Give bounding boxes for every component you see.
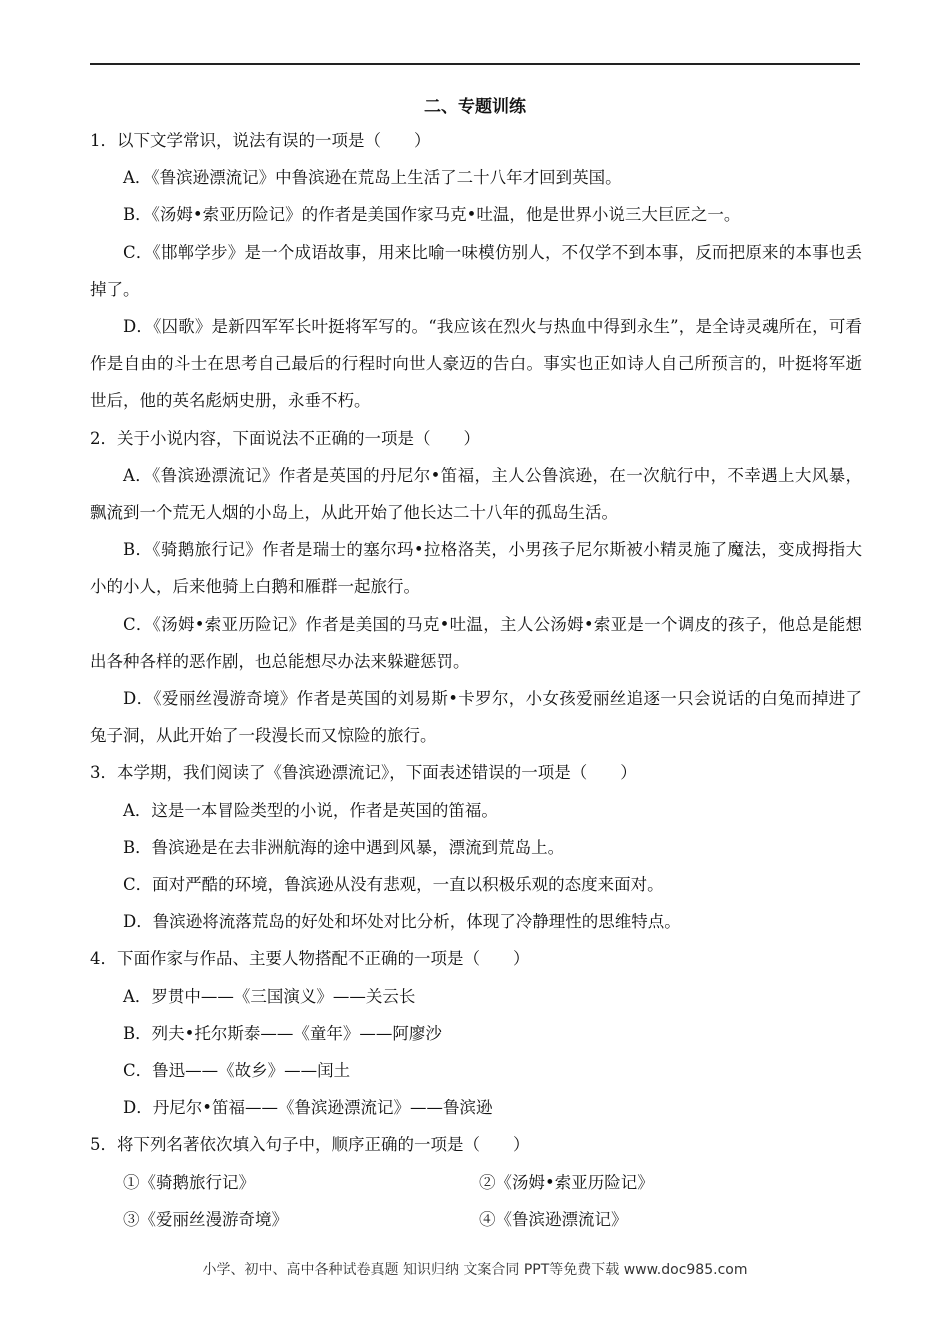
work-item: ②《汤姆•索亚历险记》 <box>479 1172 654 1192</box>
header-rule <box>90 63 860 65</box>
option-d: D．《囚歌》是新四军军长叶挺将军写的。“我应该在烈火与热血中得到永生”，是全诗灵魂所在，可看作是自由的斗士在思考自己最后的行程时向世人豪迈的告白。事实也正如诗人自己所预言的，叶挺将军逝世后，他的英名彪炳史册，永垂不朽。 <box>90 317 862 411</box>
option-b: B．列夫•托尔斯泰——《童年》——阿廖沙 <box>123 1023 442 1043</box>
works-row <box>90 1164 862 1201</box>
question-list <box>90 122 862 1238</box>
work-item: ④《鲁滨逊漂流记》 <box>479 1209 628 1229</box>
option-c: C．面对严酷的环境，鲁滨逊从没有悲观，一直以积极乐观的态度来面对。 <box>123 875 664 895</box>
question-stem: 1．以下文学常识，说法有误的一项是（ ） <box>90 131 431 150</box>
work-item: ③《爱丽丝漫游奇境》 <box>123 1209 288 1229</box>
option-d: D．丹尼尔•笛福——《鲁滨逊漂流记》——鲁滨逊 <box>123 1098 493 1118</box>
question-stem: 4．下面作家与作品、主要人物搭配不正确的一项是（ ） <box>90 949 530 969</box>
option-a: A．《鲁滨逊漂流记》中鲁滨逊在荒岛上生活了二十八年才回到英国。 <box>123 168 622 188</box>
works-row <box>90 1201 862 1238</box>
option-b: B．鲁滨逊是在去非洲航海的途中遇到风暴，漂流到荒岛上。 <box>123 837 565 857</box>
option-d: D．《爱丽丝漫游奇境》作者是英国的刘易斯•卡罗尔，小女孩爱丽丝追逐一只会说话的白兔而掉进了兔子洞，从此开始了一段漫长而又惊险的旅行。 <box>90 689 862 746</box>
question-stem: 5．将下列名著依次填入句子中，顺序正确的一项是（ ） <box>90 1135 530 1155</box>
work-item: ①《骑鹅旅行记》 <box>123 1172 255 1192</box>
page-footer: 小学、初中、高中各种试卷真题 知识归纳 文案合同 PPT等免费下载 www.doc985.com <box>202 1262 748 1278</box>
question-stem: 3．本学期，我们阅读了《鲁滨逊漂流记》，下面表述错误的一项是（ ） <box>90 763 637 783</box>
option-b: B．《汤姆•索亚历险记》的作者是美国作家马克•吐温，他是世界小说三大巨匠之一。 <box>123 205 741 225</box>
option-c: C．《汤姆•索亚历险记》作者是美国的马克•吐温，主人公汤姆•索亚是一个调皮的孩子，他总是能想出各种各样的恶作剧，也总能想尽办法来躲避惩罚。 <box>90 614 862 671</box>
question-stem: 2．关于小说内容，下面说法不正确的一项是（ ） <box>90 428 480 448</box>
option-d: D．鲁滨逊将流落荒岛的好处和坏处对比分析，体现了冷静理性的思维特点。 <box>123 912 681 932</box>
option-c: C．鲁迅——《故乡》——闰土 <box>123 1061 351 1081</box>
option-c: C．《邯郸学步》是一个成语故事，用来比喻一味模仿别人，不仅学不到本事，反而把原来的本事也丢掉了。 <box>90 242 862 299</box>
option-b: B．《骑鹅旅行记》作者是瑞士的塞尔玛•拉格洛芙，小男孩子尼尔斯被小精灵施了魔法，变成拇指大小的小人，后来他骑上白鹅和雁群一起旅行。 <box>90 540 862 597</box>
option-a: A．这是一本冒险类型的小说，作者是英国的笛福。 <box>123 800 498 820</box>
option-a: A．《鲁滨逊漂流记》作者是英国的丹尼尔•笛福，主人公鲁滨逊，在一次航行中，不幸遇上大风暴，飘流到一个荒无人烟的小岛上，从此开始了他长达二十八年的孤岛生活。 <box>90 465 862 523</box>
section-title: 二、专题训练 <box>424 97 526 117</box>
option-a: A．罗贯中——《三国演义》——关云长 <box>123 986 416 1006</box>
